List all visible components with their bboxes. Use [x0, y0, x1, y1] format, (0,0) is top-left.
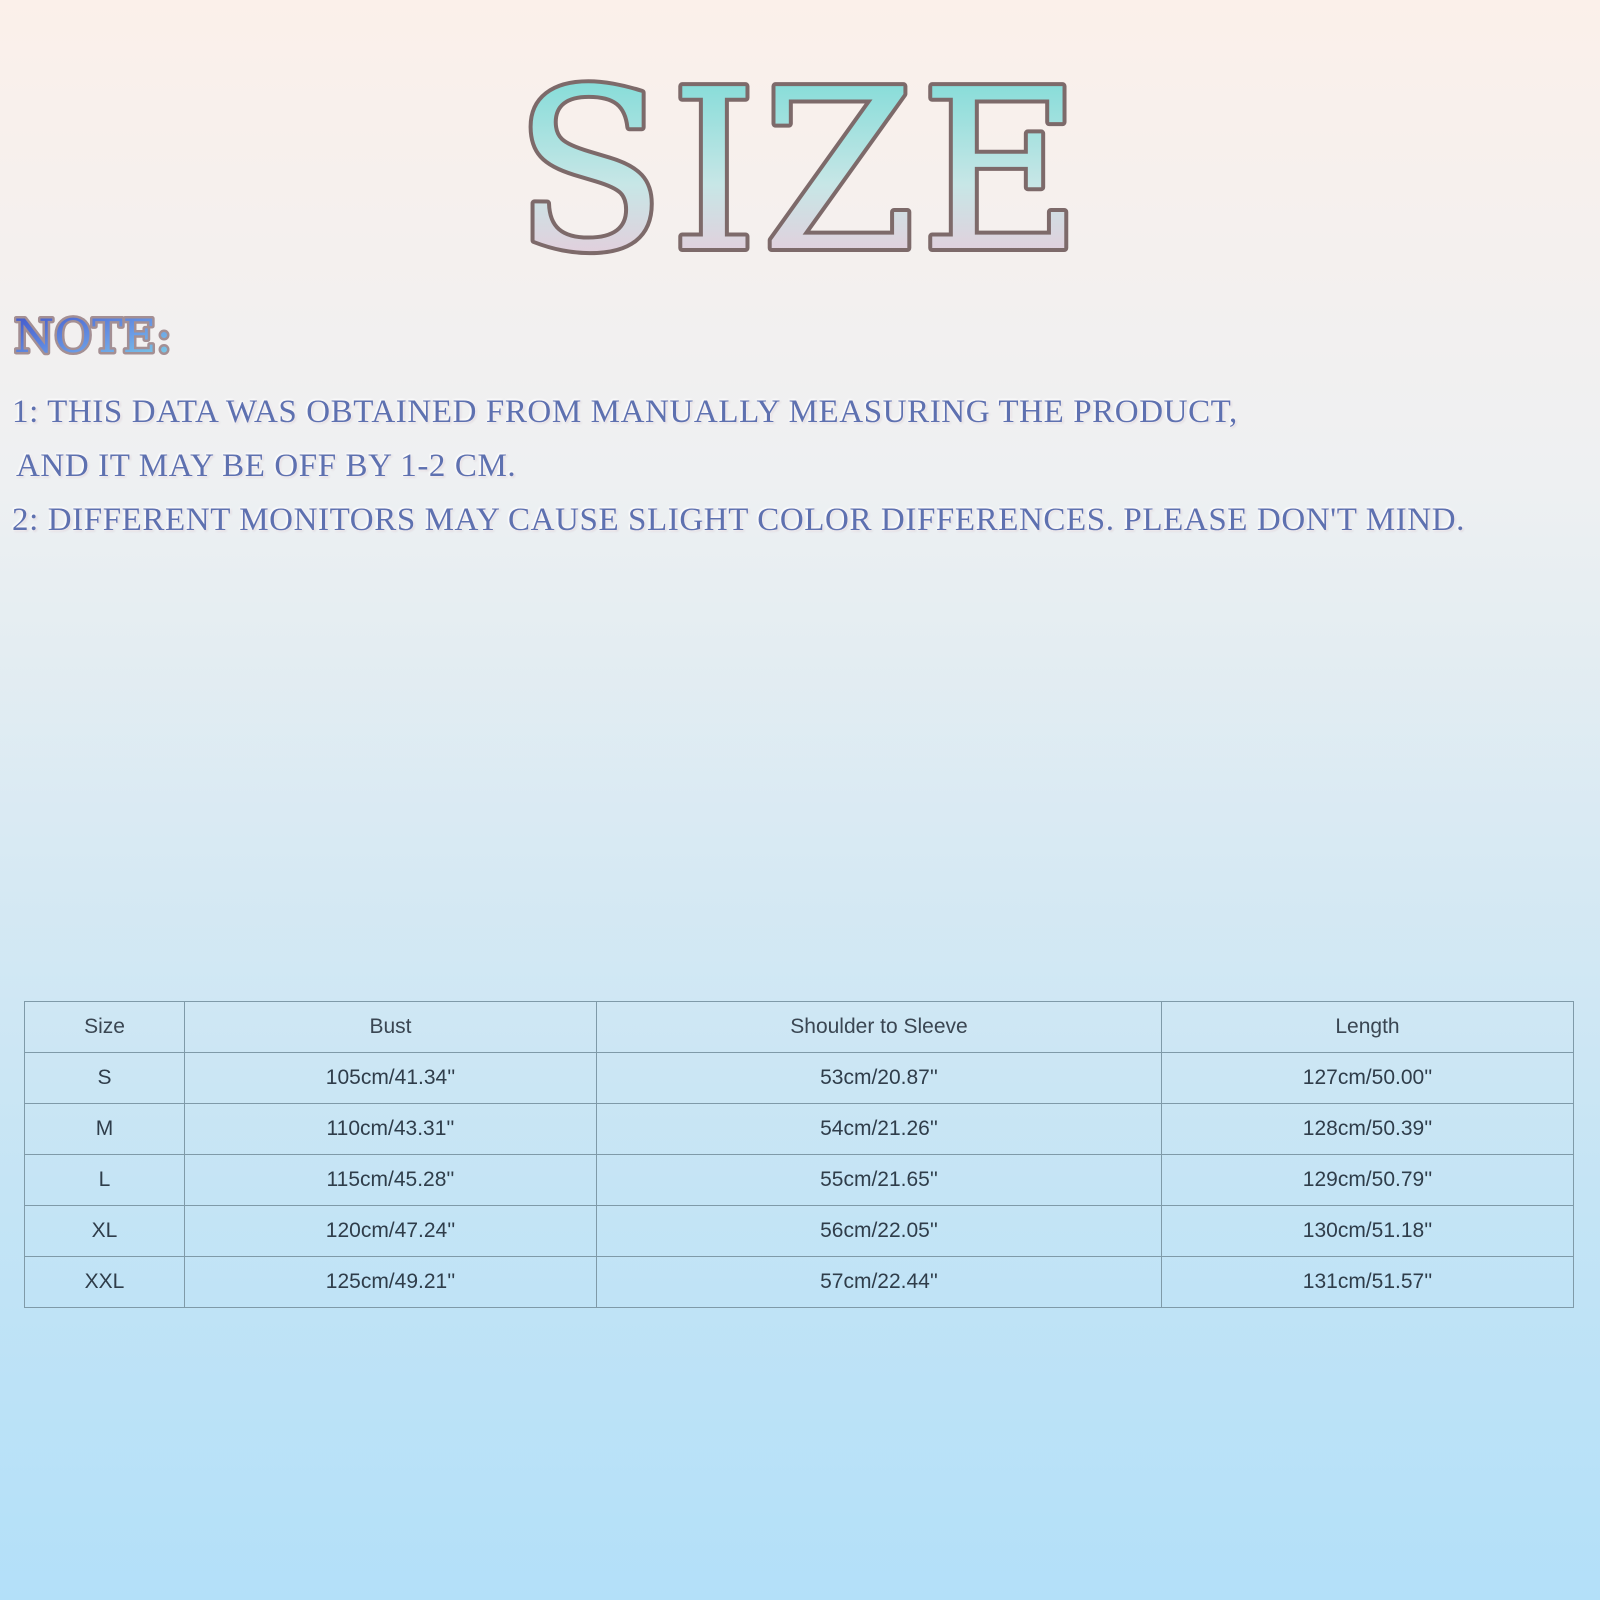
- table-row: [25, 1257, 1574, 1308]
- cell-length: 129cm/50.79'': [1162, 1155, 1574, 1206]
- note-line-2: AND IT MAY BE OFF BY 1-2 CM.: [16, 448, 517, 484]
- cell-size: M: [25, 1104, 185, 1155]
- cell-bust: 125cm/49.21'': [185, 1257, 597, 1308]
- size-chart-table: [24, 1001, 1574, 1308]
- cell-bust: 120cm/47.24'': [185, 1206, 597, 1257]
- cell-length: 130cm/51.18'': [1162, 1206, 1574, 1257]
- table-row: [25, 1104, 1574, 1155]
- cell-length: 131cm/51.57'': [1162, 1257, 1574, 1308]
- cell-shoulder-to-sleeve: 56cm/22.05'': [597, 1206, 1162, 1257]
- note-heading: [14, 300, 274, 370]
- table-row: [25, 1155, 1574, 1206]
- header-shoulder-to-sleeve: Shoulder to Sleeve: [597, 1002, 1162, 1053]
- cell-bust: 110cm/43.31'': [185, 1104, 597, 1155]
- cell-size: XXL: [25, 1257, 185, 1308]
- note-heading-text: NOTE:: [14, 309, 172, 363]
- cell-shoulder-to-sleeve: 55cm/21.65'': [597, 1155, 1162, 1206]
- cell-length: 128cm/50.39'': [1162, 1104, 1574, 1155]
- note-line-3: 2: DIFFERENT MONITORS MAY CAUSE SLIGHT COLOR DIFFERENCES. PLEASE DON'T MIND.: [12, 502, 1465, 538]
- cell-size: S: [25, 1053, 185, 1104]
- header-size: Size: [25, 1002, 185, 1053]
- table-row: [25, 1053, 1574, 1104]
- note-line-1: 1: THIS DATA WAS OBTAINED FROM MANUALLY MEASURING THE PRODUCT,: [12, 394, 1238, 430]
- cell-shoulder-to-sleeve: 53cm/20.87'': [597, 1053, 1162, 1104]
- header-bust: Bust: [185, 1002, 597, 1053]
- cell-bust: 115cm/45.28'': [185, 1155, 597, 1206]
- cell-length: 127cm/50.00'': [1162, 1053, 1574, 1104]
- cell-bust: 105cm/41.34'': [185, 1053, 597, 1104]
- size-title: [0, 40, 1600, 280]
- cell-shoulder-to-sleeve: 54cm/21.26'': [597, 1104, 1162, 1155]
- table-header-row: [25, 1002, 1574, 1053]
- size-title-text: SIZE: [513, 43, 1087, 280]
- table-row: [25, 1206, 1574, 1257]
- cell-size: L: [25, 1155, 185, 1206]
- cell-size: XL: [25, 1206, 185, 1257]
- header-length: Length: [1162, 1002, 1574, 1053]
- cell-shoulder-to-sleeve: 57cm/22.44'': [597, 1257, 1162, 1308]
